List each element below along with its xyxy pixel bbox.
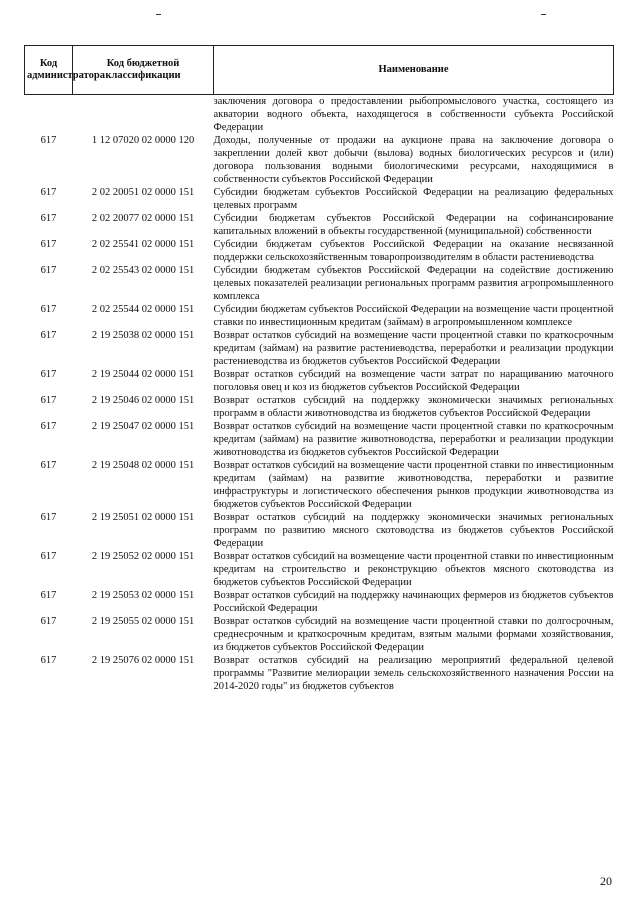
admin-code-cell: 617 [40,213,57,224]
budget-code-cell: 2 02 20051 02 0000 151 [91,187,195,198]
table-row [25,589,614,615]
table-row [25,368,614,394]
table-row [25,329,614,368]
admin-code-cell: 617 [40,304,57,315]
name-cell: заключения договора о предоставлении рыбопромыслового участка, состоящего из акватории водного объекта, находящегося в собственности субъекта Российской Федерации [213,96,614,133]
admin-code-cell: 617 [40,330,57,341]
page-number: 20 [600,874,612,888]
header-admin-code: Код администратора [25,46,73,95]
budget-code-cell: 2 02 25541 02 0000 151 [91,239,195,250]
name-cell: Возврат остатков субсидий на возмещение части процентной ставки по краткосрочным кредитам (займам) на развитие растениеводства, переработки и реализации продукции растениеводства из бюджетов субъектов Российской Федерации [213,330,614,367]
budget-code-cell: 2 19 25048 02 0000 151 [91,460,195,471]
budget-code-cell: 2 19 25053 02 0000 151 [91,590,195,601]
name-cell: Субсидии бюджетам субъектов Российской Федерации на реализацию федеральных целевых программ [213,187,614,211]
table-row [25,511,614,550]
name-cell: Возврат остатков субсидий на реализацию мероприятий федеральной целевой программы "Развитие мелиорации земель сельскохозяйственного назначения России на 2014-2020 годы" из бюджетов субъектов [213,655,614,692]
table-header-row [25,46,614,95]
budget-code-cell: 2 19 25046 02 0000 151 [91,395,195,406]
table-row [25,212,614,238]
name-cell: Субсидии бюджетам субъектов Российской Федерации на оказание несвязанной поддержки сельскохозяйственным товаропроизводителям в области растениеводства [213,239,614,263]
admin-code-cell: 617 [40,265,57,276]
table-row [25,459,614,511]
name-cell: Возврат остатков субсидий на возмещение части процентной ставки по инвестиционным кредитам на строительство и реконструкцию объектов мясного скотоводства из бюджетов субъектов Российской Федерации [213,551,614,588]
budget-code-cell: 2 19 25052 02 0000 151 [91,551,195,562]
name-cell: Доходы, полученные от продажи на аукционе права на заключение договора о закреплении долей квот добычи (вылова) водных биологических ресурсов и (или) договора пользования водными биологическими ресурсами, находящимися в собственности субъектов Российской Федерации [213,135,614,185]
admin-code-cell: 617 [40,395,57,406]
table-row [25,186,614,212]
budget-code-cell: 1 12 07020 02 0000 120 [91,135,195,146]
admin-code-cell: 617 [40,616,57,627]
name-cell: Возврат остатков субсидий на поддержку экономически значимых региональных программ по развитию мясного скотоводства из бюджетов субъектов Российской Федерации [213,512,614,549]
header-tick-left [156,14,161,15]
table-row [25,550,614,589]
budget-code-cell: 2 02 20077 02 0000 151 [91,213,195,224]
table-row [25,264,614,303]
header-budget-code: Код бюджетной классификации [73,46,214,95]
name-cell: Возврат остатков субсидий на возмещение части процентной ставки по долгосрочным, среднесрочным и краткосрочным кредитам, взятым малыми формами хозяйствования, из бюджетов субъектов Российской Федерации [213,616,614,653]
name-cell: Возврат остатков субсидий на поддержку начинающих фермеров из бюджетов субъектов Российской Федерации [213,590,614,614]
name-cell: Субсидии бюджетам субъектов Российской Федерации на софинансирование капитальных вложений в объекты государственной (муниципальной) собственности [213,213,614,237]
admin-code-cell: 617 [40,512,57,523]
budget-code-cell: 2 02 25543 02 0000 151 [91,265,195,276]
budget-code-cell: 2 02 25544 02 0000 151 [91,304,195,315]
name-cell: Возврат остатков субсидий на возмещение части процентной ставки по краткосрочным кредитам (займам) на развитие животноводства, переработки и реализации продукции животноводства из бюджетов субъектов Российской Федерации [213,421,614,458]
budget-code-cell: 2 19 25044 02 0000 151 [91,369,195,380]
table-row [25,654,614,693]
admin-code-cell: 617 [40,590,57,601]
admin-code-cell: 617 [40,369,57,380]
name-cell: Возврат остатков субсидий на возмещение части процентной ставки по инвестиционным кредитам (займам) на развитие животноводства, переработки и развитие инфраструктуры и логистического обеспечения рынков продукции животноводства из бюджетов субъектов Российской Федерации [213,460,614,510]
admin-code-cell: 617 [40,239,57,250]
admin-code-cell: 617 [40,421,57,432]
admin-code-cell: 617 [40,187,57,198]
table-row [25,615,614,654]
table-row [25,303,614,329]
name-cell: Субсидии бюджетам субъектов Российской Федерации на возмещение части процентной ставки по инвестиционным кредитам (займам) в агропромышленном комплексе [213,304,614,328]
name-cell: Субсидии бюджетам субъектов Российской Федерации на содействие достижению целевых показателей реализации региональных программ развития агропромышленного комплекса [213,265,614,302]
name-cell: Возврат остатков субсидий на возмещение части затрат по наращиванию маточного поголовья овец и коз из бюджетов субъектов Российской Федерации [213,369,614,393]
table-row [25,394,614,420]
admin-code-cell: 617 [40,551,57,562]
admin-code-cell: 617 [40,460,57,471]
table-row [25,134,614,186]
budget-classification-table [24,45,614,693]
budget-code-cell: 2 19 25055 02 0000 151 [91,616,195,627]
budget-code-cell [73,95,214,135]
budget-code-cell: 2 19 25051 02 0000 151 [91,512,195,523]
budget-code-cell: 2 19 25076 02 0000 151 [91,655,195,666]
admin-code-cell [25,95,73,135]
admin-code-cell: 617 [40,135,57,146]
table-row [25,95,614,135]
budget-code-cell: 2 19 25047 02 0000 151 [91,421,195,432]
table-row [25,420,614,459]
name-cell: Возврат остатков субсидий на поддержку экономически значимых региональных программ в области животноводства из бюджетов субъектов Российской Федерации [213,395,614,419]
header-name: Наименование [214,46,614,95]
admin-code-cell: 617 [40,655,57,666]
budget-code-cell: 2 19 25038 02 0000 151 [91,330,195,341]
table-body [25,95,614,694]
table-row [25,238,614,264]
header-tick-right [541,14,546,15]
